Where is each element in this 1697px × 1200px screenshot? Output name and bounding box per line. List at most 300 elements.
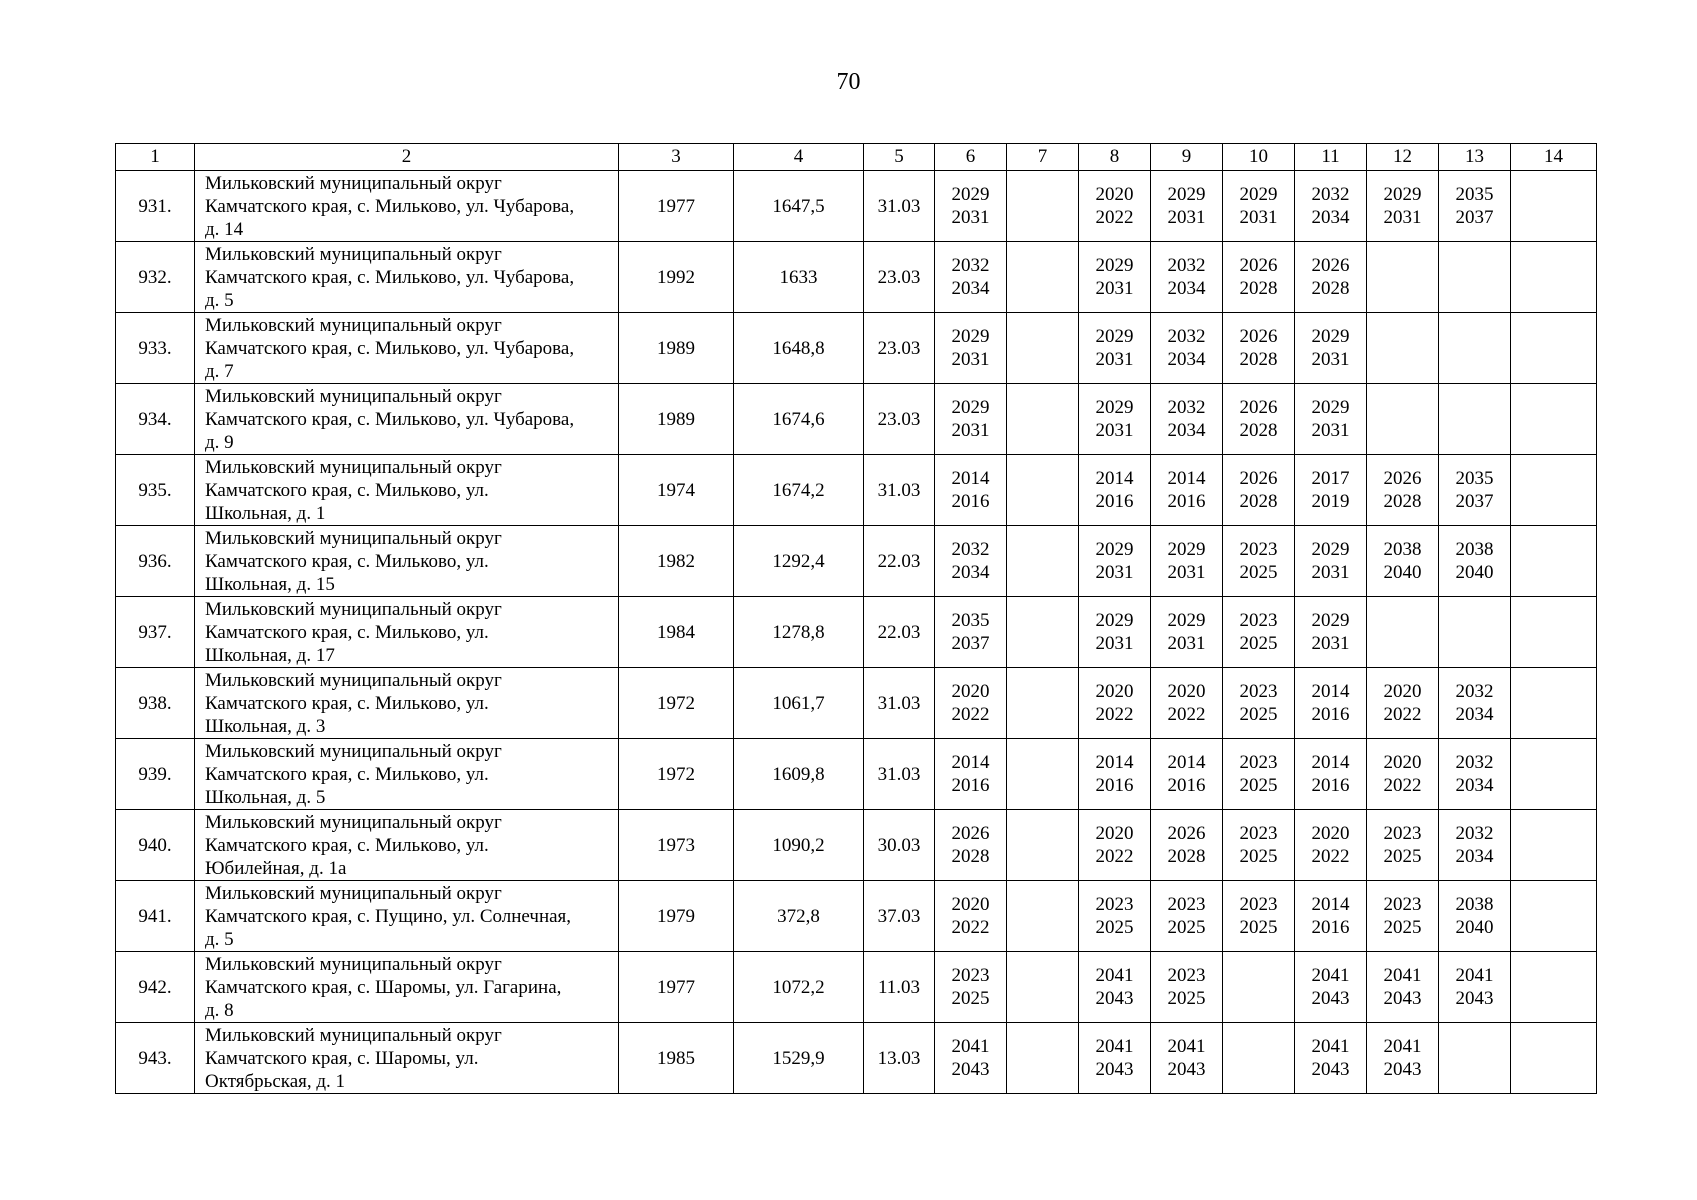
period-year: 2038 bbox=[1455, 539, 1494, 560]
period-cell-9 bbox=[1151, 242, 1223, 313]
period-year: 2031 bbox=[1311, 420, 1350, 441]
period-cell-12 bbox=[1367, 242, 1439, 313]
period-year: 2041 bbox=[1455, 965, 1494, 986]
period-cell-8 bbox=[1079, 526, 1151, 597]
period-year: 2031 bbox=[1311, 349, 1350, 370]
period-cell-9 bbox=[1151, 455, 1223, 526]
period-year: 2041 bbox=[1311, 965, 1350, 986]
period-year: 2023 bbox=[1095, 894, 1134, 915]
period-cell-6 bbox=[935, 952, 1007, 1023]
build-year-cell: 1977 bbox=[619, 952, 734, 1023]
period-year: 2037 bbox=[951, 633, 990, 654]
build-year-cell: 1974 bbox=[619, 455, 734, 526]
period-year: 2032 bbox=[951, 255, 990, 276]
address-line: Мильковский муниципальный округ bbox=[205, 314, 502, 336]
address-line: Камчатского края, с. Мильково, ул. Чубарова, bbox=[205, 337, 575, 359]
row-number: 936. bbox=[116, 526, 195, 597]
period-cell-14 bbox=[1511, 1023, 1597, 1094]
area-cell: 1609,8 bbox=[734, 739, 864, 810]
period-cell-7 bbox=[1007, 668, 1079, 739]
period-cell-8 bbox=[1079, 810, 1151, 881]
wear-cell: 22.03 bbox=[864, 526, 935, 597]
period-year: 2028 bbox=[1239, 420, 1278, 441]
period-cell-11 bbox=[1295, 952, 1367, 1023]
period-year: 2023 bbox=[1383, 823, 1422, 844]
period-cell-12 bbox=[1367, 881, 1439, 952]
period-year: 2034 bbox=[951, 562, 990, 583]
wear-cell: 13.03 bbox=[864, 1023, 935, 1094]
row-number: 941. bbox=[116, 881, 195, 952]
column-header: 13 bbox=[1439, 144, 1511, 171]
address-line: д. 8 bbox=[205, 999, 234, 1021]
period-year: 2029 bbox=[1167, 610, 1206, 631]
period-year: 2032 bbox=[1311, 184, 1350, 205]
period-year: 2029 bbox=[1167, 184, 1206, 205]
period-cell-13 bbox=[1439, 384, 1511, 455]
period-cell-12 bbox=[1367, 313, 1439, 384]
area-cell: 372,8 bbox=[734, 881, 864, 952]
period-year: 2026 bbox=[1239, 326, 1278, 347]
address-cell bbox=[195, 739, 619, 810]
period-cell-13 bbox=[1439, 1023, 1511, 1094]
period-cell-6 bbox=[935, 1023, 1007, 1094]
period-year: 2016 bbox=[951, 775, 990, 796]
address-line: Камчатского края, с. Мильково, ул. bbox=[205, 621, 489, 643]
period-year: 2041 bbox=[1167, 1036, 1206, 1057]
period-year: 2014 bbox=[1311, 752, 1350, 773]
address-line: д. 14 bbox=[205, 218, 244, 240]
table-row bbox=[116, 597, 1597, 668]
period-year: 2022 bbox=[1095, 207, 1134, 228]
period-cell-14 bbox=[1511, 952, 1597, 1023]
period-cell-12 bbox=[1367, 384, 1439, 455]
address-cell bbox=[195, 526, 619, 597]
period-cell-8 bbox=[1079, 455, 1151, 526]
period-year: 2020 bbox=[1167, 681, 1206, 702]
period-year: 2029 bbox=[951, 397, 990, 418]
period-year: 2041 bbox=[1095, 965, 1134, 986]
build-year-cell: 1982 bbox=[619, 526, 734, 597]
period-cell-12 bbox=[1367, 1023, 1439, 1094]
period-cell-13 bbox=[1439, 739, 1511, 810]
period-year: 2031 bbox=[1311, 562, 1350, 583]
period-year: 2025 bbox=[1239, 562, 1278, 583]
period-cell-13 bbox=[1439, 171, 1511, 242]
table-row bbox=[116, 384, 1597, 455]
row-number: 932. bbox=[116, 242, 195, 313]
period-cell-9 bbox=[1151, 171, 1223, 242]
wear-cell: 31.03 bbox=[864, 668, 935, 739]
address-cell bbox=[195, 313, 619, 384]
period-year: 2014 bbox=[1311, 894, 1350, 915]
period-cell-11 bbox=[1295, 242, 1367, 313]
period-cell-9 bbox=[1151, 739, 1223, 810]
build-year-cell: 1989 bbox=[619, 384, 734, 455]
period-cell-10 bbox=[1223, 242, 1295, 313]
row-number: 939. bbox=[116, 739, 195, 810]
period-cell-11 bbox=[1295, 597, 1367, 668]
period-year: 2029 bbox=[1311, 610, 1350, 631]
period-year: 2026 bbox=[1239, 468, 1278, 489]
period-year: 2034 bbox=[1455, 775, 1494, 796]
address-line: Мильковский муниципальный округ bbox=[205, 953, 502, 975]
period-year: 2023 bbox=[1239, 539, 1278, 560]
period-year: 2025 bbox=[1239, 917, 1278, 938]
period-year: 2029 bbox=[951, 184, 990, 205]
period-cell-8 bbox=[1079, 171, 1151, 242]
period-year: 2031 bbox=[1383, 207, 1422, 228]
period-year: 2028 bbox=[951, 846, 990, 867]
period-cell-14 bbox=[1511, 242, 1597, 313]
period-cell-14 bbox=[1511, 384, 1597, 455]
address-line: Камчатского края, с. Мильково, ул. bbox=[205, 834, 489, 856]
table-row bbox=[116, 810, 1597, 881]
period-year: 2020 bbox=[1311, 823, 1350, 844]
wear-cell: 22.03 bbox=[864, 597, 935, 668]
period-year: 2029 bbox=[1095, 255, 1134, 276]
period-year: 2028 bbox=[1167, 846, 1206, 867]
period-cell-6 bbox=[935, 881, 1007, 952]
period-year: 2031 bbox=[1167, 207, 1206, 228]
table-row bbox=[116, 952, 1597, 1023]
period-cell-13 bbox=[1439, 952, 1511, 1023]
period-cell-6 bbox=[935, 739, 1007, 810]
period-year: 2023 bbox=[1239, 752, 1278, 773]
period-year: 2040 bbox=[1455, 917, 1494, 938]
address-cell bbox=[195, 597, 619, 668]
period-cell-13 bbox=[1439, 881, 1511, 952]
period-cell-6 bbox=[935, 526, 1007, 597]
period-year: 2031 bbox=[1095, 633, 1134, 654]
page-number: 70 bbox=[836, 69, 861, 95]
address-line: Камчатского края, с. Мильково, ул. bbox=[205, 763, 489, 785]
period-cell-6 bbox=[935, 455, 1007, 526]
wear-cell: 23.03 bbox=[864, 242, 935, 313]
period-cell-10 bbox=[1223, 1023, 1295, 1094]
period-year: 2025 bbox=[1239, 846, 1278, 867]
period-cell-6 bbox=[935, 171, 1007, 242]
period-cell-12 bbox=[1367, 597, 1439, 668]
address-line: Мильковский муниципальный округ bbox=[205, 740, 502, 762]
wear-cell: 23.03 bbox=[864, 384, 935, 455]
period-cell-11 bbox=[1295, 455, 1367, 526]
period-year: 2022 bbox=[951, 917, 990, 938]
period-year: 2026 bbox=[1383, 468, 1422, 489]
period-year: 2022 bbox=[1383, 775, 1422, 796]
period-year: 2041 bbox=[951, 1036, 990, 1057]
period-cell-6 bbox=[935, 384, 1007, 455]
period-cell-10 bbox=[1223, 668, 1295, 739]
period-year: 2031 bbox=[1311, 633, 1350, 654]
column-header: 9 bbox=[1151, 144, 1223, 171]
period-year: 2043 bbox=[1455, 988, 1494, 1009]
period-year: 2029 bbox=[1311, 539, 1350, 560]
column-header: 7 bbox=[1007, 144, 1079, 171]
area-cell: 1090,2 bbox=[734, 810, 864, 881]
period-cell-9 bbox=[1151, 1023, 1223, 1094]
address-line: Камчатского края, с. Мильково, ул. Чубарова, bbox=[205, 266, 575, 288]
address-line: Камчатского края, с. Мильково, ул. Чубарова, bbox=[205, 408, 575, 430]
address-line: Камчатского края, с. Мильково, ул. bbox=[205, 692, 489, 714]
period-cell-9 bbox=[1151, 881, 1223, 952]
period-cell-12 bbox=[1367, 455, 1439, 526]
table-row bbox=[116, 668, 1597, 739]
address-line: д. 9 bbox=[205, 431, 234, 453]
period-cell-14 bbox=[1511, 739, 1597, 810]
wear-cell: 23.03 bbox=[864, 313, 935, 384]
period-year: 2022 bbox=[1095, 846, 1134, 867]
address-cell bbox=[195, 881, 619, 952]
row-number: 935. bbox=[116, 455, 195, 526]
period-cell-12 bbox=[1367, 526, 1439, 597]
period-year: 2029 bbox=[951, 326, 990, 347]
period-year: 2029 bbox=[1095, 326, 1134, 347]
period-year: 2026 bbox=[1167, 823, 1206, 844]
period-cell-10 bbox=[1223, 526, 1295, 597]
period-year: 2029 bbox=[1095, 610, 1134, 631]
period-cell-6 bbox=[935, 810, 1007, 881]
table-body bbox=[116, 171, 1597, 1094]
period-cell-7 bbox=[1007, 597, 1079, 668]
period-cell-11 bbox=[1295, 526, 1367, 597]
area-cell: 1674,2 bbox=[734, 455, 864, 526]
period-cell-8 bbox=[1079, 1023, 1151, 1094]
period-year: 2023 bbox=[1167, 894, 1206, 915]
period-cell-11 bbox=[1295, 171, 1367, 242]
period-year: 2014 bbox=[1167, 752, 1206, 773]
column-header: 10 bbox=[1223, 144, 1295, 171]
period-year: 2014 bbox=[951, 752, 990, 773]
period-cell-14 bbox=[1511, 455, 1597, 526]
row-number: 937. bbox=[116, 597, 195, 668]
period-year: 2020 bbox=[1383, 681, 1422, 702]
address-line: Мильковский муниципальный округ bbox=[205, 811, 502, 833]
column-header: 1 bbox=[116, 144, 195, 171]
period-year: 2020 bbox=[1095, 823, 1134, 844]
period-cell-13 bbox=[1439, 668, 1511, 739]
period-year: 2043 bbox=[1167, 1059, 1206, 1080]
column-header: 2 bbox=[195, 144, 619, 171]
period-year: 2032 bbox=[1167, 397, 1206, 418]
address-cell bbox=[195, 171, 619, 242]
address-line: Камчатского края, с. Пущино, ул. Солнечная, bbox=[205, 905, 572, 927]
period-year: 2038 bbox=[1383, 539, 1422, 560]
build-year-cell: 1979 bbox=[619, 881, 734, 952]
area-cell: 1633 bbox=[734, 242, 864, 313]
period-cell-12 bbox=[1367, 952, 1439, 1023]
period-year: 2038 bbox=[1455, 894, 1494, 915]
period-cell-8 bbox=[1079, 242, 1151, 313]
period-year: 2023 bbox=[951, 965, 990, 986]
row-number: 943. bbox=[116, 1023, 195, 1094]
period-year: 2043 bbox=[1095, 1059, 1134, 1080]
period-cell-12 bbox=[1367, 810, 1439, 881]
period-year: 2035 bbox=[1455, 468, 1494, 489]
address-line: Мильковский муниципальный округ bbox=[205, 669, 502, 691]
period-cell-10 bbox=[1223, 313, 1295, 384]
period-cell-11 bbox=[1295, 668, 1367, 739]
period-cell-9 bbox=[1151, 597, 1223, 668]
area-cell: 1292,4 bbox=[734, 526, 864, 597]
address-line: д. 5 bbox=[205, 289, 234, 311]
build-year-cell: 1973 bbox=[619, 810, 734, 881]
address-line: Камчатского края, с. Шаромы, ул. bbox=[205, 1047, 479, 1069]
period-cell-7 bbox=[1007, 313, 1079, 384]
period-cell-10 bbox=[1223, 810, 1295, 881]
period-year: 2026 bbox=[951, 823, 990, 844]
build-year-cell: 1972 bbox=[619, 739, 734, 810]
period-year: 2025 bbox=[1239, 704, 1278, 725]
period-year: 2029 bbox=[1095, 397, 1134, 418]
period-year: 2043 bbox=[1311, 1059, 1350, 1080]
period-year: 2032 bbox=[1455, 752, 1494, 773]
period-cell-14 bbox=[1511, 171, 1597, 242]
build-year-cell: 1984 bbox=[619, 597, 734, 668]
address-line: д. 7 bbox=[205, 360, 234, 382]
area-cell: 1674,6 bbox=[734, 384, 864, 455]
area-cell: 1072,2 bbox=[734, 952, 864, 1023]
period-year: 2031 bbox=[1167, 633, 1206, 654]
period-cell-12 bbox=[1367, 739, 1439, 810]
period-year: 2035 bbox=[1455, 184, 1494, 205]
wear-cell: 31.03 bbox=[864, 739, 935, 810]
period-cell-9 bbox=[1151, 526, 1223, 597]
address-line: Мильковский муниципальный округ bbox=[205, 882, 502, 904]
period-year: 2016 bbox=[1311, 775, 1350, 796]
row-number: 938. bbox=[116, 668, 195, 739]
period-year: 2026 bbox=[1239, 255, 1278, 276]
period-year: 2034 bbox=[1167, 278, 1206, 299]
period-cell-8 bbox=[1079, 313, 1151, 384]
period-cell-13 bbox=[1439, 526, 1511, 597]
period-cell-8 bbox=[1079, 668, 1151, 739]
period-year: 2022 bbox=[1383, 704, 1422, 725]
address-line: Камчатского края, с. Шаромы, ул. Гагарина, bbox=[205, 976, 562, 998]
address-cell bbox=[195, 384, 619, 455]
period-cell-10 bbox=[1223, 455, 1295, 526]
address-line: Мильковский муниципальный округ bbox=[205, 527, 502, 549]
period-year: 2031 bbox=[1239, 207, 1278, 228]
build-year-cell: 1985 bbox=[619, 1023, 734, 1094]
table-row bbox=[116, 313, 1597, 384]
address-line: д. 5 bbox=[205, 928, 234, 950]
period-cell-10 bbox=[1223, 739, 1295, 810]
period-year: 2035 bbox=[951, 610, 990, 631]
period-year: 2016 bbox=[1167, 491, 1206, 512]
period-year: 2020 bbox=[951, 681, 990, 702]
period-cell-13 bbox=[1439, 597, 1511, 668]
wear-cell: 37.03 bbox=[864, 881, 935, 952]
period-cell-9 bbox=[1151, 952, 1223, 1023]
address-line: Школьная, д. 17 bbox=[205, 644, 335, 666]
table-row bbox=[116, 455, 1597, 526]
period-cell-8 bbox=[1079, 952, 1151, 1023]
period-year: 2028 bbox=[1239, 349, 1278, 370]
period-year: 2025 bbox=[951, 988, 990, 1009]
period-year: 2031 bbox=[951, 207, 990, 228]
period-year: 2034 bbox=[1167, 349, 1206, 370]
address-cell bbox=[195, 952, 619, 1023]
period-year: 2034 bbox=[951, 278, 990, 299]
period-year: 2029 bbox=[1095, 539, 1134, 560]
address-line: Камчатского края, с. Мильково, ул. bbox=[205, 550, 489, 572]
period-cell-7 bbox=[1007, 384, 1079, 455]
period-year: 2014 bbox=[1095, 468, 1134, 489]
period-cell-10 bbox=[1223, 597, 1295, 668]
row-number: 933. bbox=[116, 313, 195, 384]
period-year: 2029 bbox=[1311, 326, 1350, 347]
period-year: 2031 bbox=[1095, 562, 1134, 583]
period-cell-11 bbox=[1295, 313, 1367, 384]
period-year: 2031 bbox=[1095, 278, 1134, 299]
period-cell-11 bbox=[1295, 881, 1367, 952]
period-year: 2031 bbox=[1095, 349, 1134, 370]
address-cell bbox=[195, 455, 619, 526]
period-year: 2020 bbox=[1095, 184, 1134, 205]
period-year: 2019 bbox=[1311, 491, 1350, 512]
area-cell: 1647,5 bbox=[734, 171, 864, 242]
address-line: Школьная, д. 3 bbox=[205, 715, 326, 737]
period-year: 2023 bbox=[1239, 610, 1278, 631]
period-year: 2041 bbox=[1383, 1036, 1422, 1057]
period-year: 2016 bbox=[1095, 491, 1134, 512]
period-year: 2023 bbox=[1239, 823, 1278, 844]
period-cell-7 bbox=[1007, 242, 1079, 313]
period-cell-11 bbox=[1295, 739, 1367, 810]
address-line: Мильковский муниципальный округ bbox=[205, 385, 502, 407]
period-cell-14 bbox=[1511, 881, 1597, 952]
period-cell-6 bbox=[935, 597, 1007, 668]
address-line: Камчатского края, с. Мильково, ул. bbox=[205, 479, 489, 501]
period-cell-8 bbox=[1079, 881, 1151, 952]
address-line: Октябрьская, д. 1 bbox=[205, 1070, 346, 1092]
period-year: 2028 bbox=[1311, 278, 1350, 299]
period-year: 2025 bbox=[1095, 917, 1134, 938]
table-row bbox=[116, 739, 1597, 810]
header-row bbox=[116, 144, 1597, 171]
period-cell-10 bbox=[1223, 881, 1295, 952]
period-year: 2023 bbox=[1167, 965, 1206, 986]
period-year: 2041 bbox=[1311, 1036, 1350, 1057]
period-year: 2014 bbox=[951, 468, 990, 489]
period-year: 2029 bbox=[1167, 539, 1206, 560]
build-year-cell: 1972 bbox=[619, 668, 734, 739]
period-year: 2040 bbox=[1455, 562, 1494, 583]
period-cell-9 bbox=[1151, 810, 1223, 881]
period-year: 2026 bbox=[1311, 255, 1350, 276]
row-number: 934. bbox=[116, 384, 195, 455]
period-year: 2032 bbox=[951, 539, 990, 560]
registry-table bbox=[115, 143, 1597, 1094]
period-cell-12 bbox=[1367, 668, 1439, 739]
period-cell-14 bbox=[1511, 526, 1597, 597]
period-cell-14 bbox=[1511, 597, 1597, 668]
period-year: 2034 bbox=[1167, 420, 1206, 441]
period-year: 2032 bbox=[1455, 681, 1494, 702]
period-year: 2037 bbox=[1455, 491, 1494, 512]
period-year: 2020 bbox=[951, 894, 990, 915]
wear-cell: 30.03 bbox=[864, 810, 935, 881]
table-row bbox=[116, 171, 1597, 242]
address-cell bbox=[195, 810, 619, 881]
address-line: Камчатского края, с. Мильково, ул. Чубарова, bbox=[205, 195, 575, 217]
period-cell-12 bbox=[1367, 171, 1439, 242]
address-line: Мильковский муниципальный округ bbox=[205, 456, 502, 478]
period-year: 2028 bbox=[1383, 491, 1422, 512]
period-year: 2032 bbox=[1167, 255, 1206, 276]
table-row bbox=[116, 242, 1597, 313]
period-cell-11 bbox=[1295, 1023, 1367, 1094]
